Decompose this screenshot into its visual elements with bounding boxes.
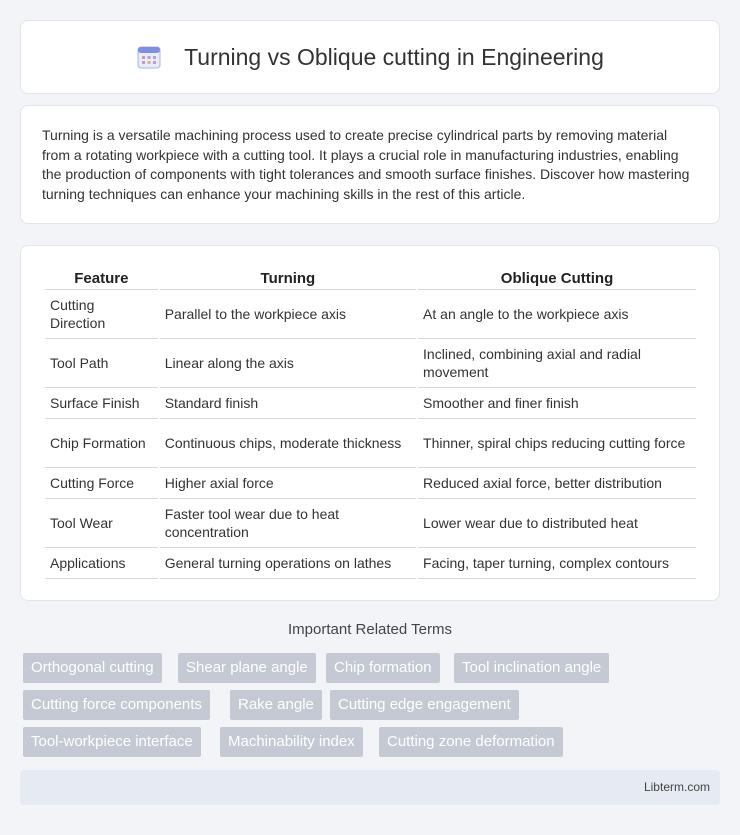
oblique-cell: Thinner, spiral chips reducing cutting force <box>418 419 696 468</box>
oblique-cell: Inclined, combining axial and radial movement <box>418 339 696 388</box>
footer-site-link[interactable]: Libterm.com <box>643 780 710 794</box>
turning-cell: Faster tool wear due to heat concentration <box>160 499 416 548</box>
footer <box>20 770 720 805</box>
feature-cell: Tool Path <box>45 339 158 388</box>
term-tag[interactable]: Rake angle <box>230 690 322 720</box>
turning-cell: Linear along the axis <box>160 339 416 388</box>
comparison-table-card <box>20 245 720 601</box>
page-title: Turning vs Oblique cutting in Engineering <box>184 43 604 70</box>
turning-cell: Standard finish <box>160 388 416 419</box>
comparison-table <box>43 266 698 579</box>
intro-text: Turning is a versatile machining process used to create precise cylindrical parts by removing material from a rotating workpiece with a cutting tool. It plays a crucial role in manufacturing industries, enabling the production of components with tight tolerances and smooth surface finishes. Discover how mastering turning techniques can enhance your machining skills in the rest of this article. <box>42 127 690 202</box>
turning-cell: Continuous chips, moderate thickness <box>160 419 416 468</box>
term-tag[interactable]: Orthogonal cutting <box>23 653 162 683</box>
column-header-oblique: Oblique Cutting <box>418 266 696 290</box>
term-tag[interactable]: Tool-workpiece interface <box>23 727 201 757</box>
feature-cell: Surface Finish <box>45 388 158 419</box>
feature-cell: Applications <box>45 548 158 579</box>
feature-cell: Cutting Force <box>45 468 158 499</box>
oblique-cell: Smoother and finer finish <box>418 388 696 419</box>
oblique-cell: At an angle to the workpiece axis <box>418 290 696 339</box>
oblique-cell: Facing, taper turning, complex contours <box>418 548 696 579</box>
column-header-turning: Turning <box>160 266 416 290</box>
term-tag[interactable]: Cutting edge engagement <box>330 690 519 720</box>
intro-card <box>20 105 720 224</box>
table-row <box>45 468 696 499</box>
term-tag[interactable]: Machinability index <box>220 727 363 757</box>
table-row <box>45 548 696 579</box>
feature-cell: Tool Wear <box>45 499 158 548</box>
oblique-cell: Lower wear due to distributed heat <box>418 499 696 548</box>
table-row <box>45 339 696 388</box>
feature-cell: Chip Formation <box>45 419 158 468</box>
turning-cell: General turning operations on lathes <box>160 548 416 579</box>
term-tag[interactable]: Cutting zone deformation <box>379 727 563 757</box>
term-tag[interactable]: Cutting force components <box>23 690 210 720</box>
table-row <box>45 419 696 468</box>
table-row <box>45 388 696 419</box>
related-terms-title: Important Related Terms <box>288 621 452 638</box>
term-tag[interactable]: Shear plane angle <box>178 653 316 683</box>
table-row <box>45 290 696 339</box>
table-row <box>45 499 696 548</box>
feature-cell: Cutting Direction <box>45 290 158 339</box>
turning-cell: Parallel to the workpiece axis <box>160 290 416 339</box>
calendar-icon <box>136 44 162 70</box>
term-tag[interactable]: Tool inclination angle <box>454 653 609 683</box>
turning-cell: Higher axial force <box>160 468 416 499</box>
title-card <box>20 20 720 94</box>
oblique-cell: Reduced axial force, better distribution <box>418 468 696 499</box>
term-tag[interactable]: Chip formation <box>326 653 440 683</box>
column-header-feature: Feature <box>45 266 158 290</box>
